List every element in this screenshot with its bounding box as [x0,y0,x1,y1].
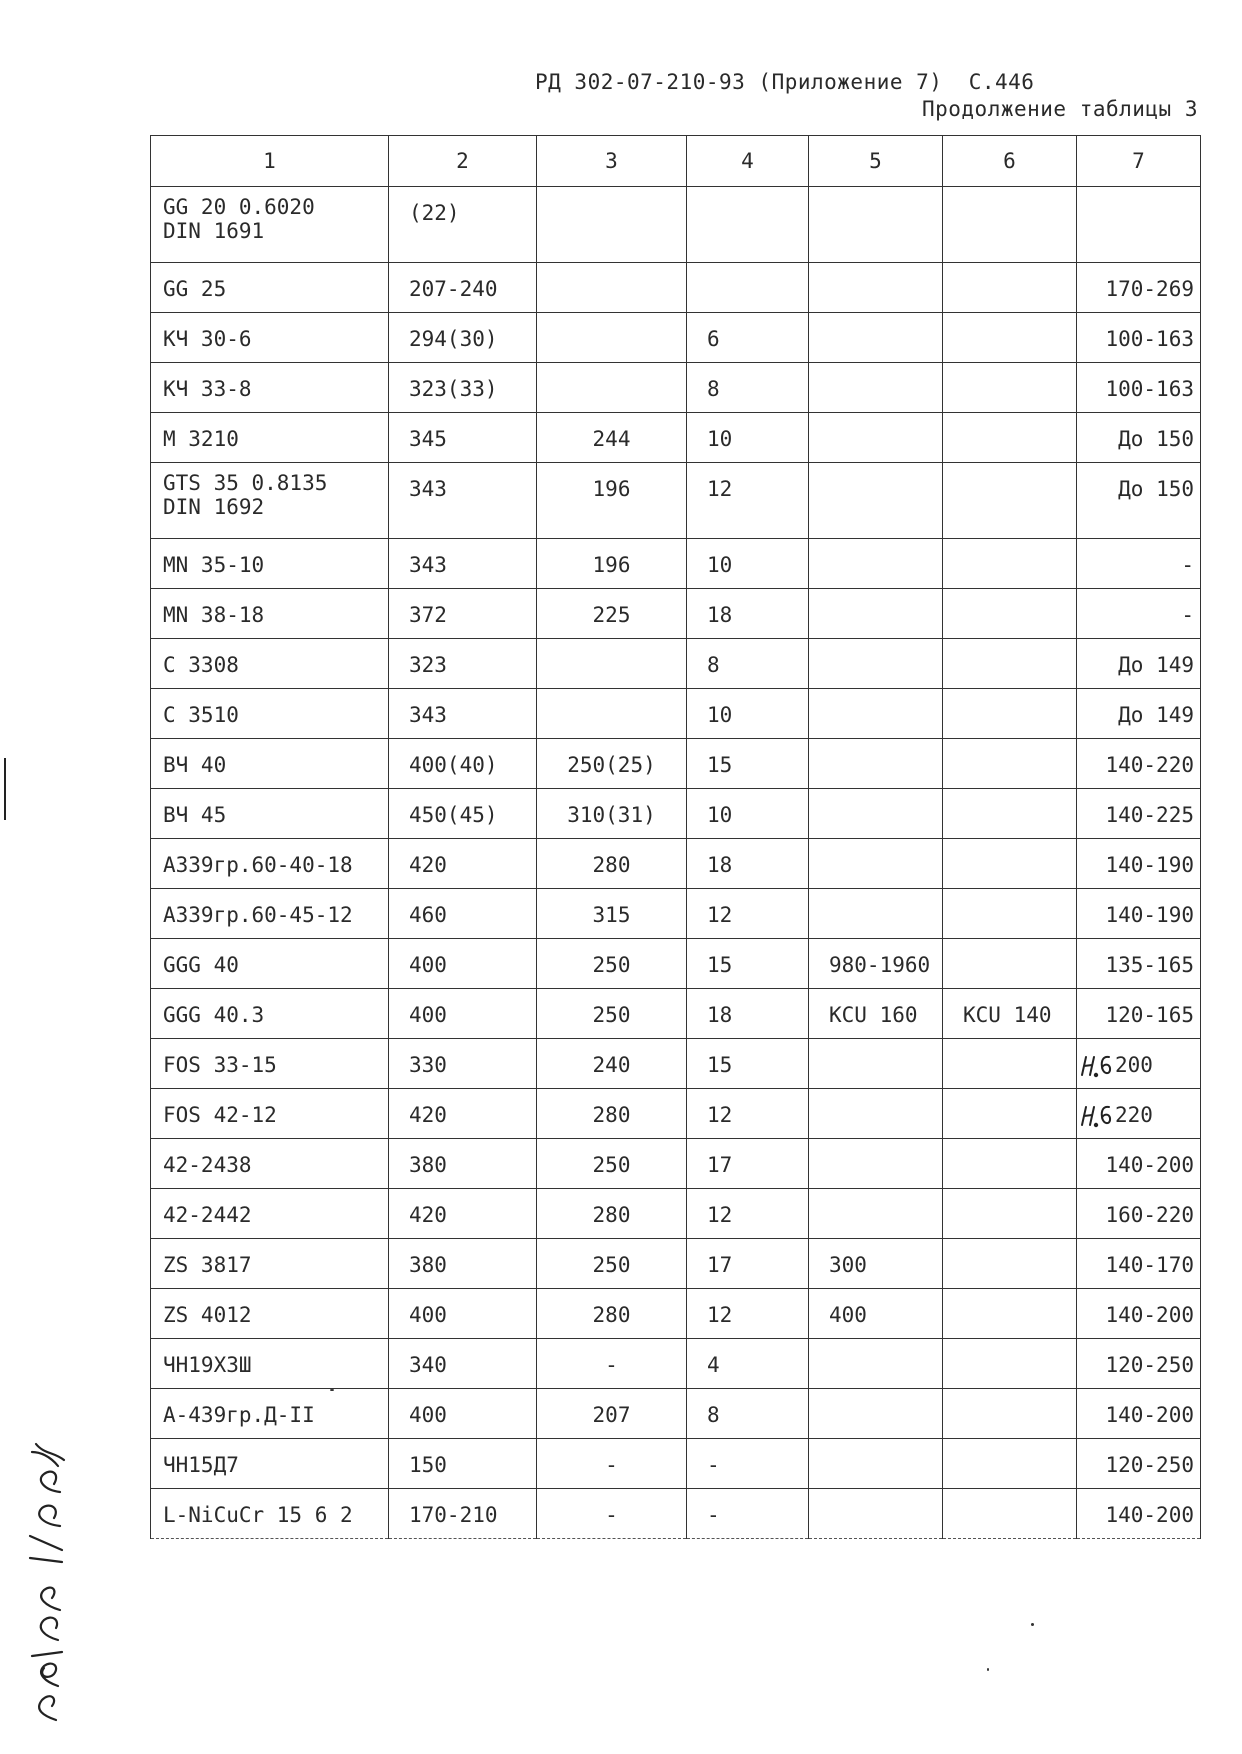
cell-col-6 [943,263,1077,313]
cell-col-3: 250 [537,1239,687,1289]
cell-col-2: 340 [389,1339,537,1389]
cell-col-2: 294(30) [389,313,537,363]
cell-col-1: ВЧ 45 [151,789,389,839]
cell-col-1: 42-2438 [151,1139,389,1189]
cell-col-7: 140-200 [1077,1389,1201,1439]
cell-col-5 [809,313,943,363]
cell-col-2: 207-240 [389,263,537,313]
cell-col-4: 17 [687,1139,809,1189]
cell-col-4: 10 [687,413,809,463]
cell-col-1: ВЧ 40 [151,739,389,789]
table-row [151,739,1201,789]
cell-col-3 [537,263,687,313]
cell-col-7: До 149 [1077,689,1201,739]
cell-col-6 [943,1439,1077,1489]
handwritten-margin-note [14,1430,74,1730]
cell-col-7 [1077,1039,1201,1089]
table-row [151,1389,1201,1439]
cell-col-7: 140-225 [1077,789,1201,839]
cell-col-6 [943,1389,1077,1439]
cell-col-4: 10 [687,789,809,839]
cell-col-3: 196 [537,463,687,539]
cell-col-6 [943,1289,1077,1339]
cell-col-6 [943,589,1077,639]
cell-col-6 [943,1089,1077,1139]
cell-col-7: 140-200 [1077,1489,1201,1539]
cell-col-4: 17 [687,1239,809,1289]
cell-value: 200 [1115,1053,1153,1077]
cell-col-2: 372 [389,589,537,639]
cell-col-7: 100-163 [1077,363,1201,413]
cell-col-2: 420 [389,1089,537,1139]
cell-col-6 [943,889,1077,939]
cell-col-5 [809,539,943,589]
cell-col-2: 400 [389,939,537,989]
table-row [151,187,1201,263]
cell-col-6 [943,939,1077,989]
scan-speck [987,1668,989,1671]
cell-col-1: А339гр.60-40-18 [151,839,389,889]
cell-col-2: 400 [389,989,537,1039]
cell-col-5 [809,1089,943,1139]
cell-col-7: 140-220 [1077,739,1201,789]
cell-col-2: 345 [389,413,537,463]
table-row [151,463,1201,539]
cell-col-5: 980-1960 [809,939,943,989]
cell-col-5 [809,589,943,639]
cell-col-4: 12 [687,1189,809,1239]
cell-col-2: 170-210 [389,1489,537,1539]
cell-col-5 [809,1389,943,1439]
cell-col-5 [809,1489,943,1539]
table-row [151,1189,1201,1239]
cell-col-3: 207 [537,1389,687,1439]
cell-col-4: - [687,1439,809,1489]
cell-col-7: 160-220 [1077,1189,1201,1239]
column-header-5: 5 [809,136,943,187]
cell-col-3: 250 [537,1139,687,1189]
cell-col-3: 280 [537,1189,687,1239]
cell-col-2: 380 [389,1139,537,1189]
cell-col-6 [943,463,1077,539]
cell-col-2: 343 [389,689,537,739]
table-row [151,889,1201,939]
cell-col-1: GGG 40.3 [151,989,389,1039]
cell-col-2: (22) [389,187,537,263]
cell-col-3: - [537,1339,687,1389]
cell-col-3 [537,689,687,739]
cell-col-6: KCU 140 [943,989,1077,1039]
cell-col-5 [809,1439,943,1489]
cell-col-5 [809,263,943,313]
cell-col-7: - [1077,539,1201,589]
cell-col-2: 323 [389,639,537,689]
cell-col-5 [809,889,943,939]
cell-col-1: MN 38-18 [151,589,389,639]
cell-col-6 [943,1239,1077,1289]
cell-line: GTS 35 0.8135 [163,471,328,495]
cell-col-6 [943,839,1077,889]
cell-col-1: А339гр.60-45-12 [151,889,389,939]
cell-col-7: До 150 [1077,413,1201,463]
cell-col-7: 100-163 [1077,313,1201,363]
table-row [151,589,1201,639]
cell-col-5: KCU 160 [809,989,943,1039]
cell-col-6 [943,1489,1077,1539]
cell-col-5 [809,1139,943,1189]
cell-line: DIN 1691 [163,219,265,243]
cell-col-5 [809,739,943,789]
cell-col-4: 15 [687,739,809,789]
data-table [150,135,1201,1539]
column-header-4: 4 [687,136,809,187]
document-reference: РД 302-07-210-93 (Приложение 7) С.446 [535,70,1035,94]
cell-col-6 [943,187,1077,263]
cell-col-4: 12 [687,1289,809,1339]
cell-col-6 [943,1339,1077,1389]
cell-col-6 [943,539,1077,589]
cell-col-3: 240 [537,1039,687,1089]
cell-col-4: 8 [687,639,809,689]
cell-col-3: - [537,1489,687,1539]
cell-line: DIN 1692 [163,495,265,519]
cell-col-1 [151,187,389,263]
table-row [151,363,1201,413]
cell-col-5 [809,363,943,413]
cell-col-1: КЧ 30-6 [151,313,389,363]
cell-col-2: 330 [389,1039,537,1089]
cell-col-7: 140-190 [1077,889,1201,939]
cell-col-7: 135-165 [1077,939,1201,989]
cell-col-6 [943,363,1077,413]
cell-col-6 [943,689,1077,739]
cell-col-6 [943,789,1077,839]
cell-col-5 [809,413,943,463]
table-row [151,939,1201,989]
cell-col-1: ЧН19Х3Ш [151,1339,389,1389]
table-row [151,1439,1201,1489]
cell-col-3: 196 [537,539,687,589]
table-row [151,313,1201,363]
cell-col-7: До 149 [1077,639,1201,689]
cell-col-1 [151,463,389,539]
handwritten-mark [1079,1103,1113,1129]
cell-col-5 [809,689,943,739]
table-row [151,789,1201,839]
cell-col-5 [809,463,943,539]
cell-col-2: 420 [389,1189,537,1239]
cell-col-5: 400 [809,1289,943,1339]
cell-col-3: 250 [537,989,687,1039]
cell-col-4: 18 [687,989,809,1039]
cell-col-7: 170-269 [1077,263,1201,313]
cell-col-4 [687,187,809,263]
cell-col-1: MN 35-10 [151,539,389,589]
table-row [151,539,1201,589]
cell-col-1: 42-2442 [151,1189,389,1239]
cell-col-7 [1077,187,1201,263]
cell-col-3: 310(31) [537,789,687,839]
column-header-3: 3 [537,136,687,187]
table-row [151,689,1201,739]
cell-col-1: C 3510 [151,689,389,739]
cell-col-2: 380 [389,1239,537,1289]
table-row [151,1289,1201,1339]
cell-col-7: 120-250 [1077,1339,1201,1389]
cell-col-7 [1077,1089,1201,1139]
cell-col-1: FOS 33-15 [151,1039,389,1089]
column-header-6: 6 [943,136,1077,187]
table-row [151,1039,1201,1089]
cell-col-6 [943,739,1077,789]
cell-col-2: 400 [389,1289,537,1339]
cell-col-7: 120-250 [1077,1439,1201,1489]
cell-col-7: - [1077,589,1201,639]
cell-col-6 [943,1139,1077,1189]
cell-col-4: 10 [687,539,809,589]
cell-col-6 [943,313,1077,363]
cell-col-4: 12 [687,889,809,939]
cell-col-1: FOS 42-12 [151,1089,389,1139]
cell-col-7: 140-190 [1077,839,1201,889]
cell-col-7: 140-200 [1077,1289,1201,1339]
cell-col-1: GG 25 [151,263,389,313]
cell-col-2: 343 [389,539,537,589]
cell-col-3: 280 [537,839,687,889]
cell-col-6 [943,639,1077,689]
cell-col-3 [537,639,687,689]
cell-col-3 [537,187,687,263]
table-row [151,1089,1201,1139]
cell-col-5 [809,1189,943,1239]
cell-col-5 [809,187,943,263]
cell-col-7: До 150 [1077,463,1201,539]
cell-col-4: 18 [687,589,809,639]
cell-col-1: ZS 4012 [151,1289,389,1339]
cell-col-5 [809,839,943,889]
cell-col-4: 4 [687,1339,809,1389]
cell-col-4: 15 [687,1039,809,1089]
cell-col-3: 315 [537,889,687,939]
cell-col-4: 18 [687,839,809,889]
cell-col-4: 12 [687,1089,809,1139]
table-row [151,413,1201,463]
table-caption: Продолжение таблицы 3 [921,97,1198,121]
scan-speck [330,1389,334,1391]
cell-col-1: А-439гр.Д-II [151,1389,389,1439]
cell-col-6 [943,1039,1077,1089]
cell-col-5 [809,1039,943,1089]
table-row [151,1339,1201,1389]
cell-col-1: C 3308 [151,639,389,689]
cell-col-6 [943,413,1077,463]
cell-col-2: 400(40) [389,739,537,789]
cell-value: 220 [1115,1103,1153,1127]
table-row [151,989,1201,1039]
handwritten-mark [1079,1053,1113,1079]
cell-col-4: 12 [687,463,809,539]
cell-col-3 [537,313,687,363]
table-row [151,839,1201,889]
cell-col-3 [537,363,687,413]
table-header-row [151,136,1201,187]
table-row [151,1489,1201,1539]
cell-col-1: КЧ 33-8 [151,363,389,413]
margin-rule [4,758,6,820]
cell-col-3: 280 [537,1289,687,1339]
cell-col-4: 8 [687,1389,809,1439]
cell-col-3: - [537,1439,687,1489]
cell-col-1: ЧН15Д7 [151,1439,389,1489]
cell-col-1: M 3210 [151,413,389,463]
cell-col-4: - [687,1489,809,1539]
cell-col-1: GGG 40 [151,939,389,989]
cell-col-3: 225 [537,589,687,639]
cell-col-2: 420 [389,839,537,889]
scan-speck [1031,1623,1034,1626]
cell-col-3: 250(25) [537,739,687,789]
table-row [151,639,1201,689]
table-row [151,1239,1201,1289]
cell-col-2: 460 [389,889,537,939]
cell-col-3: 280 [537,1089,687,1139]
cell-col-2: 343 [389,463,537,539]
table-row [151,263,1201,313]
cell-col-3: 244 [537,413,687,463]
cell-col-6 [943,1189,1077,1239]
cell-col-1: L-NiCuCr 15 6 2 [151,1489,389,1539]
column-header-2: 2 [389,136,537,187]
cell-col-4: 8 [687,363,809,413]
cell-col-1: ZS 3817 [151,1239,389,1289]
cell-col-7: 140-170 [1077,1239,1201,1289]
cell-col-4: 6 [687,313,809,363]
cell-col-5 [809,639,943,689]
cell-line: GG 20 0.6020 [163,195,315,219]
cell-col-5 [809,1339,943,1389]
cell-col-2: 150 [389,1439,537,1489]
cell-col-2: 450(45) [389,789,537,839]
cell-col-5: 300 [809,1239,943,1289]
cell-col-7: 140-200 [1077,1139,1201,1189]
table-row [151,1139,1201,1189]
column-header-1: 1 [151,136,389,187]
cell-col-4 [687,263,809,313]
cell-col-4: 10 [687,689,809,739]
cell-col-2: 400 [389,1389,537,1439]
cell-col-2: 323(33) [389,363,537,413]
cell-col-3: 250 [537,939,687,989]
column-header-7: 7 [1077,136,1201,187]
cell-col-5 [809,789,943,839]
cell-col-7: 120-165 [1077,989,1201,1039]
cell-col-4: 15 [687,939,809,989]
